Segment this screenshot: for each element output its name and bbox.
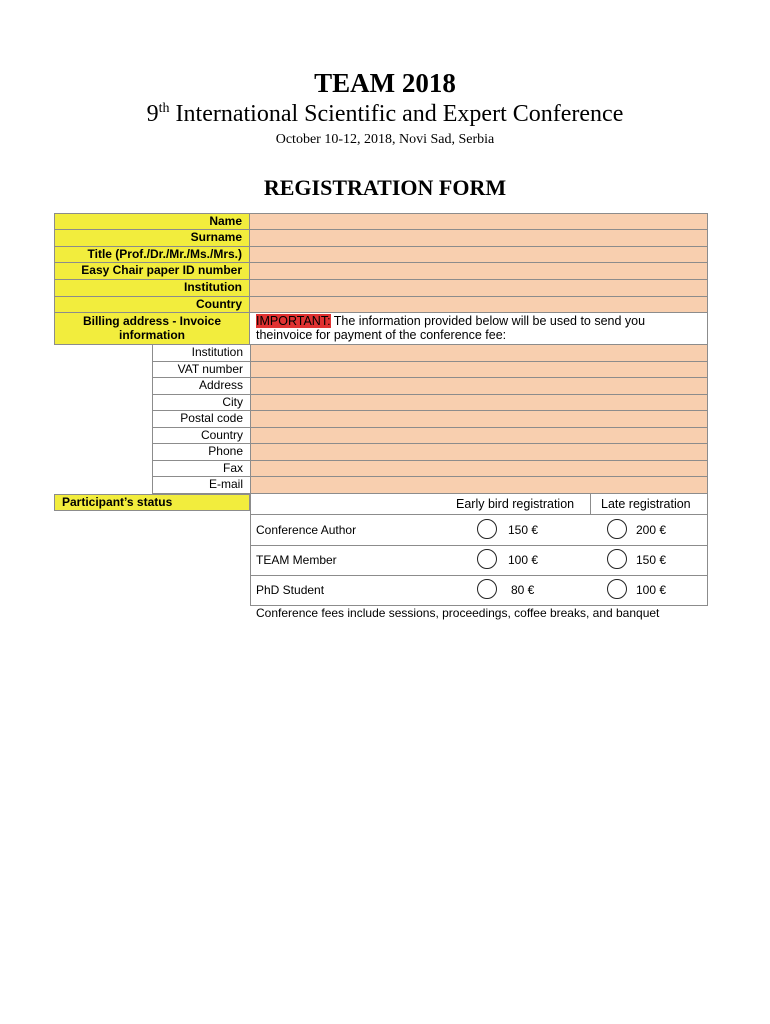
billing-label-city: City: [152, 395, 250, 411]
paper-id-input[interactable]: [250, 263, 708, 280]
email-input[interactable]: [250, 477, 708, 494]
subtitle-text: International Scientific and Expert Conference: [169, 101, 624, 127]
country-input[interactable]: [250, 297, 708, 313]
late-registration-header: Late registration: [601, 497, 691, 511]
billing-label-fax: Fax: [152, 461, 250, 477]
early-bird-header: Early bird registration: [456, 497, 575, 511]
surname-input[interactable]: [250, 230, 708, 247]
billing-label-address: Address: [152, 378, 250, 395]
fee-phd-late: 100 €: [636, 583, 667, 597]
billing-note-line2: theinvoice for payment of the conference fee:: [256, 328, 507, 342]
phone-input[interactable]: [250, 444, 708, 461]
category-conference-author: Conference Author: [256, 523, 357, 537]
label-institution: Institution: [54, 280, 250, 297]
conference-subtitle: [0, 101, 770, 128]
subtitle-ordinal-suffix: th: [158, 101, 170, 116]
radio-member-late[interactable]: [607, 549, 627, 569]
billing-institution-input[interactable]: [250, 345, 708, 362]
billing-notice: [250, 313, 708, 345]
category-team-member: TEAM Member: [256, 553, 337, 567]
label-paper-id: Easy Chair paper ID number: [54, 263, 250, 280]
billing-label-phone: Phone: [152, 444, 250, 461]
fee-author-early: 150 €: [508, 523, 539, 537]
fee-author-late: 200 €: [636, 523, 667, 537]
label-country: Country: [54, 297, 250, 313]
billing-label-country: Country: [152, 428, 250, 444]
radio-phd-early[interactable]: [477, 579, 497, 599]
billing-country-input[interactable]: [250, 428, 708, 444]
participant-status-label: Participant’s status: [54, 494, 250, 511]
radio-member-early[interactable]: [477, 549, 497, 569]
category-phd-student: PhD Student: [256, 583, 325, 597]
name-input[interactable]: [250, 213, 708, 230]
conference-title: TEAM 2018: [314, 68, 456, 98]
fee-member-late: 150 €: [636, 553, 667, 567]
fax-input[interactable]: [250, 461, 708, 477]
billing-label-line1: Billing address - Invoice: [82, 314, 222, 328]
billing-label-institution: Institution: [152, 345, 250, 362]
label-name: Name: [54, 213, 250, 230]
billing-label-email: E-mail: [152, 477, 250, 494]
fees-footnote: Conference fees include sessions, proceedings, coffee breaks, and banquet: [256, 606, 660, 620]
radio-phd-late[interactable]: [607, 579, 627, 599]
fee-member-early: 100 €: [508, 553, 539, 567]
radio-author-late[interactable]: [607, 519, 627, 539]
title-input[interactable]: [250, 247, 708, 263]
label-surname: Surname: [54, 230, 250, 247]
important-tag: IMPORTANT:: [256, 314, 331, 328]
postal-code-input[interactable]: [250, 411, 708, 428]
subtitle-ordinal: 9: [146, 101, 159, 127]
city-input[interactable]: [250, 395, 708, 411]
billing-label: [54, 313, 250, 345]
institution-input[interactable]: [250, 280, 708, 297]
fee-phd-early: 80 €: [511, 583, 535, 597]
billing-label-vat: VAT number: [152, 362, 250, 378]
vat-number-input[interactable]: [250, 362, 708, 378]
billing-label-postal-code: Postal code: [152, 411, 250, 428]
label-title: Title (Prof./Dr./Mr./Ms./Mrs.): [54, 247, 250, 263]
form-title: REGISTRATION FORM: [263, 175, 507, 200]
billing-label-line2: information: [119, 328, 185, 342]
radio-author-early[interactable]: [477, 519, 497, 539]
address-input[interactable]: [250, 378, 708, 395]
conference-dates: October 10-12, 2018, Novi Sad, Serbia: [275, 132, 495, 147]
billing-note-line1: The information provided below will be used to send you: [330, 314, 646, 328]
